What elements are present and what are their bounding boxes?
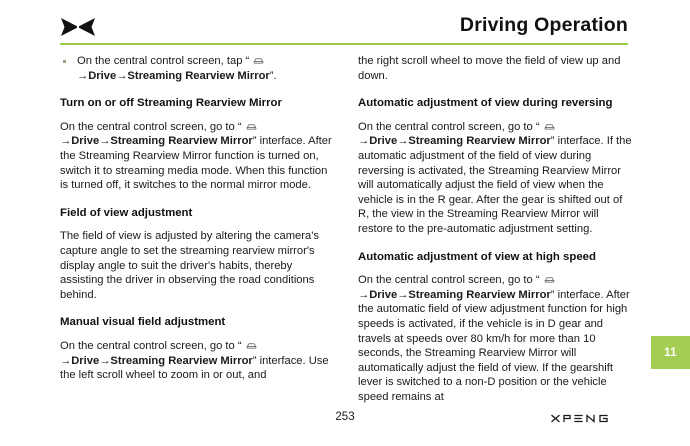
para3-path-drive: Drive <box>71 354 100 367</box>
left-column <box>60 54 336 383</box>
para1-tail: ” interface. After the Streaming Rearview Mirror function is turned on, switch it to streaming media mode. When this function is turned off, it switches to the normal mirror mode. <box>60 135 332 192</box>
paragraph-continued: the right scroll wheel to move the field of view up and down. <box>358 55 621 82</box>
bullet-arrow-1: → <box>77 69 89 82</box>
rpara2-lead: On the central control screen, go to “ <box>358 274 543 287</box>
bullet-path-mirror: Streaming Rearview Mirror <box>127 69 270 82</box>
chapter-title: Driving Operation <box>459 14 628 36</box>
car-icon <box>544 274 555 283</box>
bullet-dot-icon <box>63 60 66 63</box>
rpara1-arrow-1: → <box>358 135 370 148</box>
header-divider <box>60 43 628 45</box>
heading-field-of-view: Field of view adjustment <box>60 206 193 219</box>
bullet-list-item <box>60 54 336 83</box>
rpara2-tail: ” interface. After the automatic field of view adjustment function for high speeds is activated, if the vehicle is in D gear and travels at speeds over 80 km/h for more than 10 seconds, the Streaming Rearview Mirror will automatically adjust the field of view. If the gearshift lever is switched to a non-D position or the vehicle speed remains at <box>358 288 630 403</box>
para3-path-mirror: Streaming Rearview Mirror <box>110 354 253 367</box>
xpeng-logo-icon <box>60 16 96 38</box>
rpara2-path-mirror: Streaming Rearview Mirror <box>408 288 551 301</box>
rpara1-arrow-2: → <box>397 135 409 148</box>
bullet-arrow-2: → <box>116 69 128 82</box>
rpara2-arrow-2: → <box>397 288 409 301</box>
paragraph-field-of-view: The field of view is adjusted by altering the camera's capture angle to set the streaming rearview mirror's display angle to suit the driver's habits, thereby assisting the driver in observing the road conditions behind. <box>60 230 319 301</box>
paragraph-auto-reversing <box>358 120 634 237</box>
para1-path-drive: Drive <box>71 135 100 148</box>
chapter-tab-label: 11 <box>664 346 677 359</box>
car-icon <box>544 121 555 130</box>
rpara1-lead: On the central control screen, go to “ <box>358 120 543 133</box>
para3-arrow-1: → <box>60 354 72 367</box>
rpara1-path-mirror: Streaming Rearview Mirror <box>408 135 551 148</box>
para1-arrow-1: → <box>60 135 72 148</box>
para3-lead: On the central control screen, go to “ <box>60 339 245 352</box>
right-column <box>358 54 634 404</box>
bullet-text-tail: ”. <box>269 69 277 82</box>
car-icon <box>246 121 257 130</box>
bullet-text-lead: On the central control screen, tap “ <box>77 55 253 67</box>
rpara2-path-drive: Drive <box>369 288 398 301</box>
para3-arrow-2: → <box>99 354 111 367</box>
para1-path-mirror: Streaming Rearview Mirror <box>110 135 253 148</box>
rpara1-tail: ” interface. If the automatic adjustment of the field of view during reversing is activated, the Streaming Rearview Mirror will automatically adjust the field of view when the vehicle is in the R gear. After the gear is shifted out of R, the view in the Streaming Rearview Mirror will restore to the pre-automatic adjustment setting. <box>358 135 632 235</box>
bullet-path-drive: Drive <box>88 69 117 82</box>
paragraph-auto-high-speed <box>358 273 634 404</box>
heading-manual-visual: Manual visual field adjustment <box>60 316 226 329</box>
para3-tail: ” interface. Use the left scroll wheel to zoom in or out, and <box>60 354 329 382</box>
heading-auto-high-speed: Automatic adjustment of view at high speed <box>358 250 596 263</box>
rpara2-arrow-1: → <box>358 288 370 301</box>
car-icon <box>253 55 264 64</box>
para1-lead: On the central control screen, go to “ <box>60 120 245 133</box>
heading-turn-on-off: Turn on or off Streaming Rearview Mirror <box>60 97 282 110</box>
page-number: 253 <box>335 411 355 423</box>
paragraph-turn-on-off <box>60 120 336 193</box>
paragraph-manual-visual <box>60 339 336 383</box>
rpara1-path-drive: Drive <box>369 135 398 148</box>
xpeng-wordmark-logo <box>551 412 631 425</box>
chapter-tab-marker[interactable] <box>651 336 690 369</box>
para1-arrow-2: → <box>99 135 111 148</box>
heading-auto-reversing: Automatic adjustment of view during reversing <box>358 97 613 110</box>
car-icon <box>246 340 257 349</box>
